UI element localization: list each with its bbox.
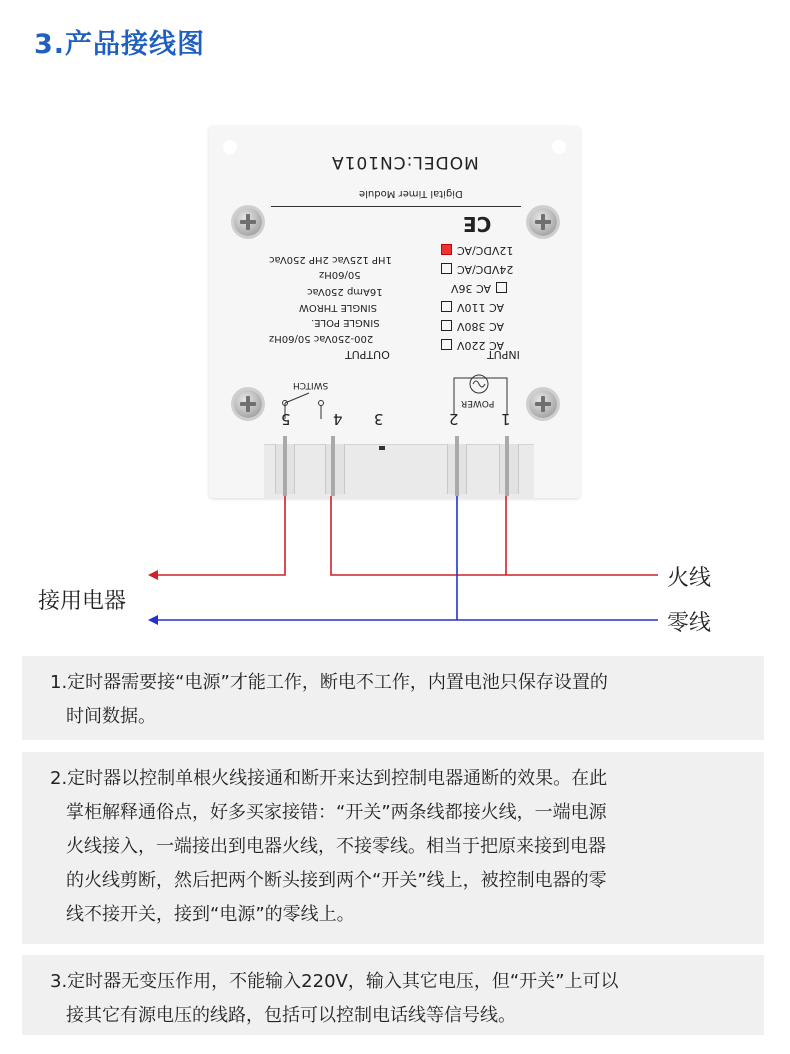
output-label: OUTPUT xyxy=(345,348,390,361)
note-line: 线不接开关，接到“电源”的零线上。 xyxy=(66,904,355,925)
terminal-number: 2 xyxy=(449,410,459,428)
terminal-number: 1 xyxy=(501,410,511,428)
switch-label: SWITCH xyxy=(293,380,329,390)
note-line: 时间数据。 xyxy=(66,706,156,727)
terminal-number: 3 xyxy=(374,410,384,428)
live-wire-label: 火线 xyxy=(667,566,712,591)
live-wire-to-appliance xyxy=(152,496,285,575)
note-line: 火线接入，一端接出到电器火线，不接零线。相当于把原来接到电器 xyxy=(66,836,606,857)
live-wire-input xyxy=(331,496,658,575)
output-spec: 200-250Vac 50/60Hz xyxy=(269,333,374,344)
module-subtitle: Digital Timer Module xyxy=(359,188,463,199)
output-spec: 50/60Hz xyxy=(319,269,361,280)
output-spec: 16Amp 250Vac xyxy=(307,286,383,297)
note-1 xyxy=(22,656,764,740)
arrow-left-icon xyxy=(148,615,158,625)
note-line: 3.定时器无变压作用，不能输入220V，输入其它电压，但“开关”上可以 xyxy=(50,971,619,992)
note-line: 掌柜解释通俗点，好多买家接错：“开关”两条线都接火线，一端电源 xyxy=(66,802,607,823)
note-3 xyxy=(22,955,764,1035)
power-label: POWER xyxy=(461,398,495,408)
input-option: AC 110V xyxy=(441,296,531,315)
input-label: INPUT xyxy=(487,348,520,361)
ce-mark: CE xyxy=(463,212,492,236)
section-title: 3.产品接线图 xyxy=(34,29,206,60)
neutral-wire-label: 零线 xyxy=(667,611,712,636)
output-spec: SINGLE POLE. xyxy=(311,317,380,328)
note-line: 2.定时器以控制单根火线接通和断开来达到控制电器通断的效果。在此 xyxy=(50,768,608,789)
output-spec: SINGLE THROW xyxy=(299,302,377,313)
input-option: AC 220V xyxy=(441,334,531,353)
note-line: 1.定时器需要接“电源”才能工作，断电不工作，内置电池只保存设置的 xyxy=(50,672,608,693)
model-label: MODEL:CN101A xyxy=(331,152,479,172)
terminal-number: 4 xyxy=(333,410,343,428)
output-spec: 1HP 125Vac 2HP 250Vac xyxy=(269,254,392,265)
arrow-left-icon xyxy=(148,570,158,580)
input-option: 12VDC/AC xyxy=(441,239,531,258)
note-2 xyxy=(22,752,764,944)
terminal-number: 5 xyxy=(281,410,291,428)
input-option: AC 380V xyxy=(441,315,531,334)
appliance-label: 接用电器 xyxy=(38,589,127,614)
input-option: AC 36V xyxy=(441,277,531,296)
note-line: 的火线剪断，然后把两个断头接到两个“开关”线上，被控制电器的零 xyxy=(66,870,607,891)
note-line: 接其它有源电压的线路，包括可以控制电话线等信号线。 xyxy=(66,1005,516,1026)
input-option: 24VDC/AC xyxy=(441,258,531,277)
